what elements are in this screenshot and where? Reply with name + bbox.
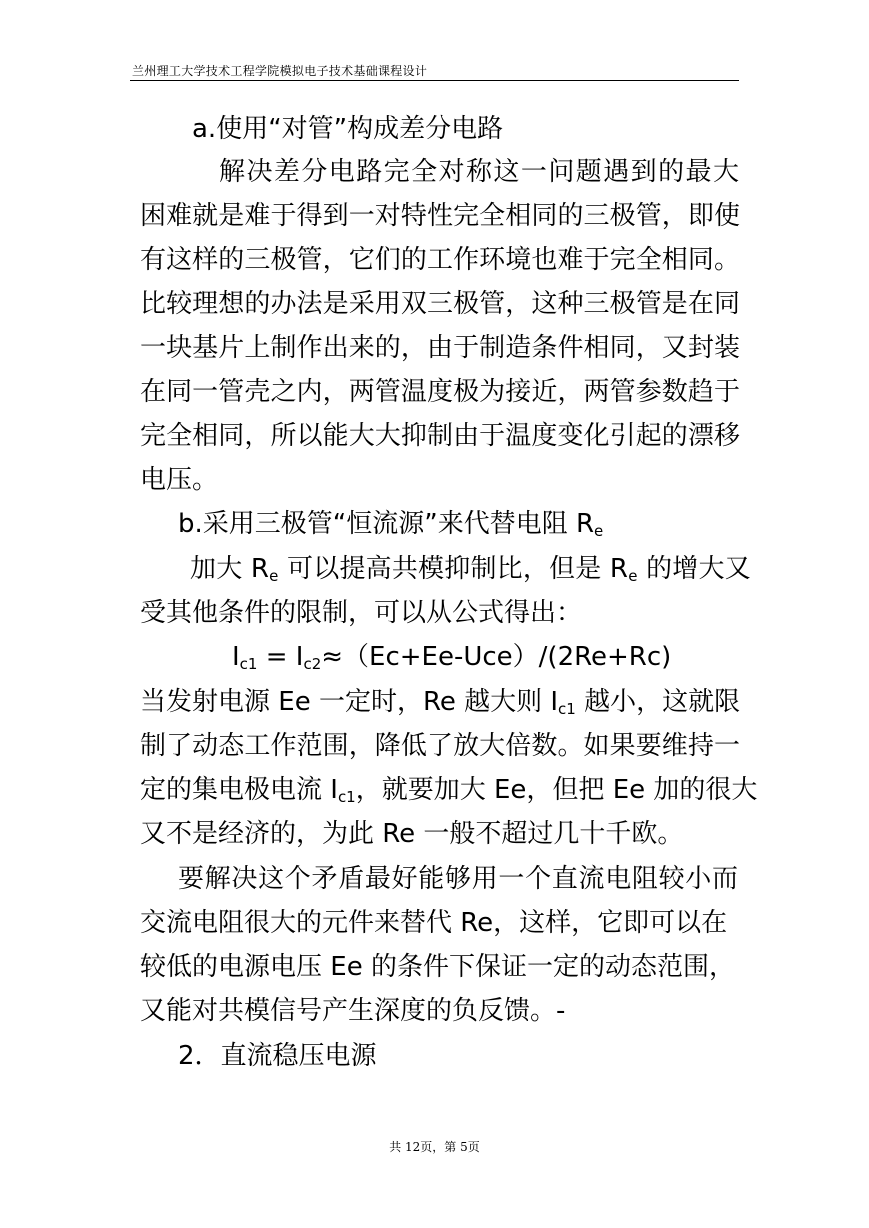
para3-line-3 bbox=[140, 773, 758, 807]
para2-l1-c: 的增大又 bbox=[637, 554, 751, 584]
para3-l1-sub: c1 bbox=[558, 700, 576, 718]
para2-l1-sub2: e bbox=[628, 567, 638, 585]
para1-line-8: 电压。 bbox=[140, 465, 219, 495]
para2-line-1 bbox=[190, 552, 751, 586]
para1-line-7: 完全相同，所以能大大抑制由于温度变化引起的漂移 bbox=[140, 421, 740, 451]
para1-line-6: 在同一管壳之内，两管温度极为接近，两管参数趋于 bbox=[140, 377, 740, 407]
para4-line-4: 又能对共模信号产生深度的负反馈。- bbox=[140, 996, 566, 1026]
para1-line-3: 有这样的三极管，它们的工作环境也难于完全相同。 bbox=[140, 245, 740, 275]
heading-a: a.使用“对管”构成差分电路 bbox=[192, 114, 504, 144]
heading-b-sub: e bbox=[594, 522, 604, 540]
para1-line-1: 解决差分电路完全对称这一问题遇到的最大 bbox=[219, 157, 739, 187]
para3-line-2: 制了动态工作范围，降低了放大倍数。如果要维持一 bbox=[140, 731, 740, 761]
formula-rest: ≈（Ec+Ee-Uce）/(2Re+Rc) bbox=[321, 642, 672, 672]
heading-b bbox=[178, 507, 778, 541]
heading-2: 2．直流稳压电源 bbox=[178, 1041, 377, 1071]
para3-line-4: 又不是经济的，为此 Re 一般不超过几十千欧。 bbox=[140, 819, 684, 849]
para4-line-2: 交流电阻很大的元件来替代 Re，这样，它即可以在 bbox=[140, 908, 728, 938]
page-footer: 共 12页，第 5页 bbox=[389, 1140, 480, 1154]
formula-sub1: c1 bbox=[239, 655, 258, 673]
para1-line-5: 一块基片上制作出来的，由于制造条件相同，又封装 bbox=[140, 333, 740, 363]
heading-b-text: b.采用三极管“恒流源”来代替电阻 R bbox=[178, 509, 595, 539]
para2-l1-sub1: e bbox=[269, 567, 279, 585]
para2-l1-a: 加大 R bbox=[190, 554, 270, 584]
page-header: 兰州理工大学技术工程学院模拟电子技术基础课程设计 bbox=[132, 64, 428, 78]
para2-line-2: 受其他条件的限制，可以从公式得出： bbox=[140, 598, 583, 628]
para4-line-1: 要解决这个矛盾最好能够用一个直流电阻较小而 bbox=[178, 864, 738, 894]
formula-eq: = I bbox=[257, 642, 304, 672]
para4-line-3: 较低的电源电压 Ee 的条件下保证一定的动态范围， bbox=[140, 952, 735, 982]
para3-line-1 bbox=[140, 685, 740, 719]
para1-line-4: 比较理想的办法是采用双三极管，这种三极管是在同 bbox=[140, 289, 740, 319]
para3-l1-a: 当发射电源 Ee 一定时，Re 越大则 I bbox=[140, 687, 559, 717]
para1-line-2: 困难就是难于得到一对特性完全相同的三极管，即使 bbox=[140, 201, 740, 231]
para3-l3-a: 定的集电极电流 I bbox=[140, 775, 338, 805]
para3-l1-b: 越小，这就限 bbox=[575, 687, 741, 717]
formula-sub2: c2 bbox=[303, 655, 322, 673]
para2-l1-b: 可以提高共模抑制比，但是 R bbox=[278, 554, 629, 584]
header-rule bbox=[130, 80, 739, 81]
formula-i1: I bbox=[232, 642, 240, 672]
para3-l3-sub: c1 bbox=[337, 788, 356, 806]
formula bbox=[232, 640, 832, 674]
para3-l3-b: ，就要加大 Ee，但把 Ee 加的很大 bbox=[355, 775, 758, 805]
